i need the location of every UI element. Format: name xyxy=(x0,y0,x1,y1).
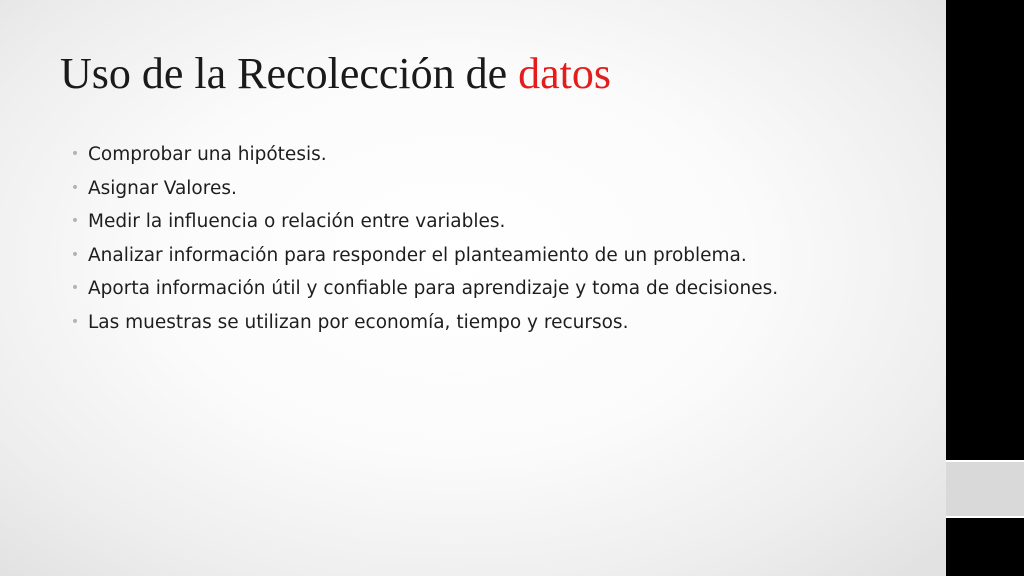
bullet-dot-icon: • xyxy=(70,213,80,229)
bullet-dot-icon: • xyxy=(70,313,80,330)
bullet-dot-icon: • xyxy=(70,280,80,296)
sidebar-accent-block xyxy=(946,460,1024,518)
bullet-text: Analizar información para responder el planteamiento de un problema. xyxy=(88,244,747,266)
slide-title-highlight: datos xyxy=(518,49,612,98)
bullet-dot-icon: • xyxy=(70,146,80,162)
sidebar-accent-divider-bottom xyxy=(946,516,1024,518)
bullet-text: Las muestras se utilizan por economía, tiempo y recursos. xyxy=(88,311,629,333)
bullet-dot-icon: • xyxy=(70,246,80,263)
sidebar-accent-divider-top xyxy=(946,460,1024,462)
bullet-text: Comprobar una hipótesis. xyxy=(88,144,327,165)
sidebar-bar xyxy=(946,0,1024,576)
bullet-dot-icon: • xyxy=(70,179,80,196)
bullet-text: Aporta información útil y confiable para aprendizaje y toma de decisiones. xyxy=(88,278,779,299)
slide-title-main: Uso de la Recolección de xyxy=(60,49,519,98)
slide-title xyxy=(60,46,611,102)
bullet-text: Asignar Valores. xyxy=(88,177,237,199)
bullet-text: Medir la influencia o relación entre variables. xyxy=(88,211,506,232)
